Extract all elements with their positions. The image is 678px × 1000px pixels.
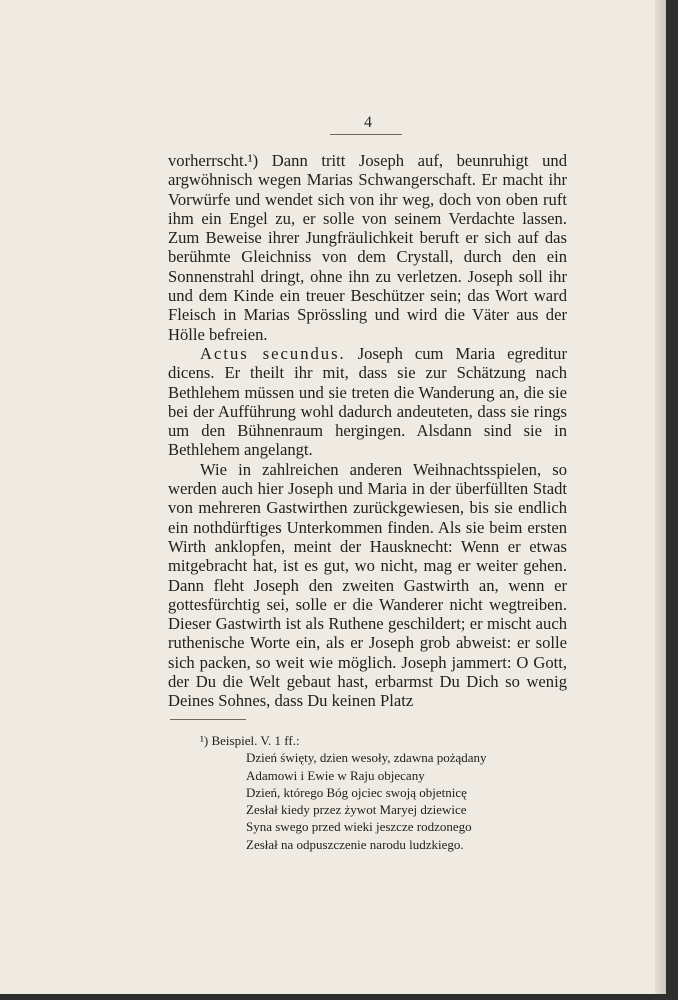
footnote-line: Syna swego przed wieki jeszcze rodzonego xyxy=(246,819,472,835)
paragraph-2 xyxy=(168,344,567,460)
scan-background-bottom xyxy=(0,994,678,1000)
paragraph-3-text: Wie in zahlreichen anderen Weihnachtsspielen, so werden auch hier Joseph und Maria in der überfüllten Stadt von mehreren Gastwirthen zurückgewiesen, bis sie endlich ein nothdürftiges Unterkommen finden. Als sie beim ersten Wirth anklopfen, meint der Hausknecht: Wenn er etwas mitgebracht hat, ist es gut, wo nicht, mag er weiter gehen. Dann fleht Joseph den zweiten Gastwirth an, wenn er gottesfürchtig sei, solle er die Wanderer nicht wegtreiben. Dieser Gastwirth ist als Ruthene geschildert; er mischt auch ruthenische Worte ein, als er Joseph grob abweist: er solle sich packen, so weit wie möglich. Joseph jammert: O Gott, der Du die Welt gebaut hast, erbarmst Du Dich so wenig Deines Sohnes, dass Du keinen Platz xyxy=(168,459,567,711)
paragraph-1 xyxy=(168,151,567,344)
footnote xyxy=(200,732,540,853)
body-text xyxy=(168,151,567,711)
page-number-rule xyxy=(330,134,402,135)
footnote-line: Dzień święty, dzien wesoły, zdawna pożądany xyxy=(246,750,487,766)
page-edge-shadow xyxy=(655,0,666,994)
footnote-line: Adamowi i Ewie w Raju objecany xyxy=(246,767,425,783)
footnote-line: Dzień, którego Bóg ojciec swoją objetnicę xyxy=(246,784,467,800)
paragraph-2-text: Joseph cum Maria egreditur dicens. Er theilt ihr mit, dass sie zur Schätzung nach Bethlehem müssen und sie treten die Wanderung an, die sie bei der Aufführung wohl dadurch andeuteten, dass sie rings um den Bühnenraum hergingen. Alsdann sind sie in Bethlehem angelangt. xyxy=(168,343,567,460)
footnote-rule xyxy=(170,719,246,720)
paragraph-1-text: vorherrscht.¹) Dann tritt Joseph auf, beunruhigt und argwöhnisch wegen Marias Schwangerschaft. Er macht ihr Vorwürfe und wendet sich von ihr weg, doch von oben ruft ihm ein Engel zu, er solle von seinem Verdachte lassen. Zum Beweise ihrer Jungfräulichkeit beruft er sich auf das berühmte Gleichniss von dem Crystall, durch den ein Sonnenstrahl dringt, ohne ihn zu verletzen. Joseph soll ihr und dem Kinde ein treuer Beschützer sein; das Wort ward Fleisch in Marias Sprössling und wird die Väter aus der Hölle befreien. xyxy=(168,151,567,344)
act-heading: Actus secundus. xyxy=(200,343,346,363)
scan-background-right xyxy=(666,0,678,1000)
footnote-line: Zesłał kiedy przez żywot Maryej dziewice xyxy=(246,802,467,818)
footnote-line: Zesłał na odpuszczenie narodu ludzkiego. xyxy=(246,836,464,852)
footnote-marker: ¹) Beispiel. V. 1 ff.: xyxy=(200,733,300,748)
paragraph-3 xyxy=(168,460,567,711)
page-number: 4 xyxy=(364,114,372,131)
